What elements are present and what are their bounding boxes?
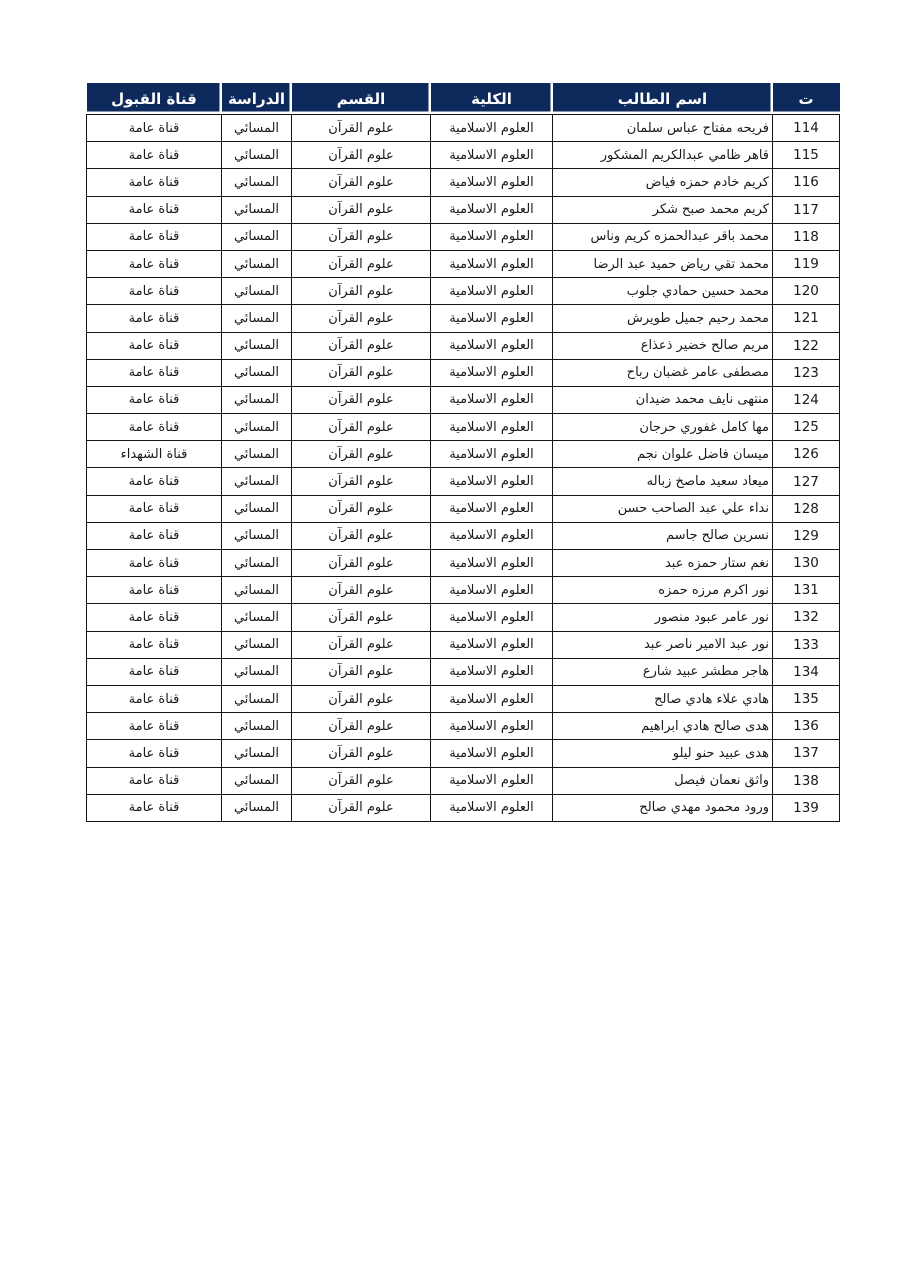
channel-cell: قناة عامة: [87, 522, 222, 549]
dept-cell: علوم القرآن: [292, 522, 431, 549]
table-row: [87, 767, 840, 794]
channel-cell: قناة عامة: [87, 577, 222, 604]
header-cell-college: الكلية: [431, 83, 553, 115]
college-cell: العلوم الاسلامية: [431, 169, 553, 196]
college-cell: العلوم الاسلامية: [431, 522, 553, 549]
no-cell: 114: [773, 115, 840, 142]
study-cell: المسائي: [222, 713, 292, 740]
name-cell: مصطفى عامر غضبان رباح: [553, 359, 773, 386]
college-cell: العلوم الاسلامية: [431, 631, 553, 658]
study-cell: المسائي: [222, 169, 292, 196]
table-row: [87, 550, 840, 577]
header-row: [87, 83, 840, 115]
name-cell: كريم خادم حمزه فياض: [553, 169, 773, 196]
table-row: [87, 359, 840, 386]
channel-cell: قناة عامة: [87, 740, 222, 767]
table-row: [87, 658, 840, 685]
dept-cell: علوم القرآن: [292, 550, 431, 577]
channel-cell: قناة عامة: [87, 767, 222, 794]
no-cell: 122: [773, 332, 840, 359]
college-cell: العلوم الاسلامية: [431, 604, 553, 631]
name-cell: ميعاد سعيد ماصخ زباله: [553, 468, 773, 495]
dept-cell: علوم القرآن: [292, 713, 431, 740]
name-cell: نور عبد الامير ناصر عبد: [553, 631, 773, 658]
dept-cell: علوم القرآن: [292, 305, 431, 332]
no-cell: 123: [773, 359, 840, 386]
name-cell: ميسان فاضل علوان نجم: [553, 441, 773, 468]
channel-cell: قناة عامة: [87, 658, 222, 685]
dept-cell: علوم القرآن: [292, 250, 431, 277]
dept-cell: علوم القرآن: [292, 441, 431, 468]
name-cell: محمد تقي رياض حميد عبد الرضا: [553, 250, 773, 277]
dept-cell: علوم القرآن: [292, 196, 431, 223]
channel-cell: قناة عامة: [87, 414, 222, 441]
channel-cell: قناة عامة: [87, 115, 222, 142]
college-cell: العلوم الاسلامية: [431, 142, 553, 169]
study-cell: المسائي: [222, 658, 292, 685]
table-row: [87, 250, 840, 277]
college-cell: العلوم الاسلامية: [431, 713, 553, 740]
table-body: [87, 115, 840, 822]
name-cell: محمد رحيم جميل طويرش: [553, 305, 773, 332]
dept-cell: علوم القرآن: [292, 278, 431, 305]
channel-cell: قناة عامة: [87, 386, 222, 413]
table-row: [87, 441, 840, 468]
study-cell: المسائي: [222, 142, 292, 169]
study-cell: المسائي: [222, 767, 292, 794]
college-cell: العلوم الاسلامية: [431, 740, 553, 767]
college-cell: العلوم الاسلامية: [431, 196, 553, 223]
no-cell: 130: [773, 550, 840, 577]
channel-cell: قناة عامة: [87, 196, 222, 223]
no-cell: 133: [773, 631, 840, 658]
study-cell: المسائي: [222, 604, 292, 631]
name-cell: مها كامل غفوري حرجان: [553, 414, 773, 441]
name-cell: مريم صالح خضير ذعذاع: [553, 332, 773, 359]
dept-cell: علوم القرآن: [292, 631, 431, 658]
college-cell: العلوم الاسلامية: [431, 115, 553, 142]
no-cell: 132: [773, 604, 840, 631]
no-cell: 138: [773, 767, 840, 794]
header-cell-dept: القسم: [292, 83, 431, 115]
no-cell: 117: [773, 196, 840, 223]
study-cell: المسائي: [222, 359, 292, 386]
students-table: [86, 83, 840, 822]
study-cell: المسائي: [222, 223, 292, 250]
table-row: [87, 142, 840, 169]
channel-cell: قناة عامة: [87, 604, 222, 631]
name-cell: واثق نعمان فيصل: [553, 767, 773, 794]
college-cell: العلوم الاسلامية: [431, 250, 553, 277]
study-cell: المسائي: [222, 577, 292, 604]
name-cell: نور عامر عبود منصور: [553, 604, 773, 631]
table-row: [87, 305, 840, 332]
table-row: [87, 169, 840, 196]
table-row: [87, 332, 840, 359]
name-cell: هدى صالح هادي ابراهيم: [553, 713, 773, 740]
dept-cell: علوم القرآن: [292, 142, 431, 169]
name-cell: نور اكرم مرزه حمزه: [553, 577, 773, 604]
table-row: [87, 631, 840, 658]
study-cell: المسائي: [222, 522, 292, 549]
study-cell: المسائي: [222, 685, 292, 712]
dept-cell: علوم القرآن: [292, 685, 431, 712]
college-cell: العلوم الاسلامية: [431, 441, 553, 468]
no-cell: 118: [773, 223, 840, 250]
channel-cell: قناة عامة: [87, 550, 222, 577]
name-cell: كريم محمد صبح شكر: [553, 196, 773, 223]
name-cell: نداء علي عبد الصاحب حسن: [553, 495, 773, 522]
dept-cell: علوم القرآن: [292, 740, 431, 767]
no-cell: 120: [773, 278, 840, 305]
table-row: [87, 495, 840, 522]
study-cell: المسائي: [222, 468, 292, 495]
college-cell: العلوم الاسلامية: [431, 414, 553, 441]
header-cell-study: الدراسة: [222, 83, 292, 115]
channel-cell: قناة الشهداء: [87, 441, 222, 468]
college-cell: العلوم الاسلامية: [431, 577, 553, 604]
no-cell: 124: [773, 386, 840, 413]
college-cell: العلوم الاسلامية: [431, 468, 553, 495]
dept-cell: علوم القرآن: [292, 223, 431, 250]
college-cell: العلوم الاسلامية: [431, 305, 553, 332]
header-cell-no: ت: [773, 83, 840, 115]
dept-cell: علوم القرآن: [292, 495, 431, 522]
college-cell: العلوم الاسلامية: [431, 332, 553, 359]
table-row: [87, 196, 840, 223]
header-cell-name: اسم الطالب: [553, 83, 773, 115]
no-cell: 115: [773, 142, 840, 169]
study-cell: المسائي: [222, 740, 292, 767]
study-cell: المسائي: [222, 196, 292, 223]
college-cell: العلوم الاسلامية: [431, 794, 553, 821]
dept-cell: علوم القرآن: [292, 359, 431, 386]
no-cell: 126: [773, 441, 840, 468]
no-cell: 131: [773, 577, 840, 604]
name-cell: هادي علاء هادي صالح: [553, 685, 773, 712]
channel-cell: قناة عامة: [87, 713, 222, 740]
college-cell: العلوم الاسلامية: [431, 658, 553, 685]
name-cell: قاهر ظامي عبدالكريم المشكور: [553, 142, 773, 169]
no-cell: 121: [773, 305, 840, 332]
dept-cell: علوم القرآن: [292, 332, 431, 359]
table-header: [87, 83, 840, 115]
channel-cell: قناة عامة: [87, 685, 222, 712]
no-cell: 128: [773, 495, 840, 522]
channel-cell: قناة عامة: [87, 631, 222, 658]
name-cell: منتهى نايف محمد ضيدان: [553, 386, 773, 413]
table-row: [87, 414, 840, 441]
table-row: [87, 604, 840, 631]
dept-cell: علوم القرآن: [292, 115, 431, 142]
channel-cell: قناة عامة: [87, 495, 222, 522]
study-cell: المسائي: [222, 115, 292, 142]
college-cell: العلوم الاسلامية: [431, 495, 553, 522]
study-cell: المسائي: [222, 631, 292, 658]
name-cell: نغم ستار حمزه عبد: [553, 550, 773, 577]
no-cell: 129: [773, 522, 840, 549]
no-cell: 134: [773, 658, 840, 685]
study-cell: المسائي: [222, 794, 292, 821]
dept-cell: علوم القرآن: [292, 767, 431, 794]
dept-cell: علوم القرآن: [292, 658, 431, 685]
college-cell: العلوم الاسلامية: [431, 550, 553, 577]
name-cell: هاجر مطشر عبيد شارع: [553, 658, 773, 685]
channel-cell: قناة عامة: [87, 278, 222, 305]
dept-cell: علوم القرآن: [292, 386, 431, 413]
table-row: [87, 223, 840, 250]
name-cell: هدى عبيد حنو ليلو: [553, 740, 773, 767]
no-cell: 116: [773, 169, 840, 196]
no-cell: 127: [773, 468, 840, 495]
study-cell: المسائي: [222, 332, 292, 359]
channel-cell: قناة عامة: [87, 332, 222, 359]
channel-cell: قناة عامة: [87, 142, 222, 169]
channel-cell: قناة عامة: [87, 359, 222, 386]
channel-cell: قناة عامة: [87, 223, 222, 250]
table-row: [87, 278, 840, 305]
channel-cell: قناة عامة: [87, 169, 222, 196]
channel-cell: قناة عامة: [87, 794, 222, 821]
dept-cell: علوم القرآن: [292, 169, 431, 196]
no-cell: 136: [773, 713, 840, 740]
college-cell: العلوم الاسلامية: [431, 767, 553, 794]
study-cell: المسائي: [222, 250, 292, 277]
channel-cell: قناة عامة: [87, 250, 222, 277]
study-cell: المسائي: [222, 550, 292, 577]
no-cell: 125: [773, 414, 840, 441]
name-cell: محمد باقر عبدالحمزه كريم وناس: [553, 223, 773, 250]
channel-cell: قناة عامة: [87, 305, 222, 332]
dept-cell: علوم القرآن: [292, 794, 431, 821]
college-cell: العلوم الاسلامية: [431, 359, 553, 386]
college-cell: العلوم الاسلامية: [431, 685, 553, 712]
table-row: [87, 577, 840, 604]
college-cell: العلوم الاسلامية: [431, 386, 553, 413]
no-cell: 135: [773, 685, 840, 712]
study-cell: المسائي: [222, 278, 292, 305]
dept-cell: علوم القرآن: [292, 577, 431, 604]
college-cell: العلوم الاسلامية: [431, 223, 553, 250]
dept-cell: علوم القرآن: [292, 414, 431, 441]
channel-cell: قناة عامة: [87, 468, 222, 495]
no-cell: 137: [773, 740, 840, 767]
college-cell: العلوم الاسلامية: [431, 278, 553, 305]
study-cell: المسائي: [222, 305, 292, 332]
header-cell-channel: قناة القبول: [87, 83, 222, 115]
table-row: [87, 685, 840, 712]
table-row: [87, 794, 840, 821]
name-cell: فريحه مفتاح عباس سلمان: [553, 115, 773, 142]
table-row: [87, 713, 840, 740]
study-cell: المسائي: [222, 414, 292, 441]
no-cell: 119: [773, 250, 840, 277]
table-row: [87, 115, 840, 142]
table-row: [87, 386, 840, 413]
dept-cell: علوم القرآن: [292, 604, 431, 631]
dept-cell: علوم القرآن: [292, 468, 431, 495]
name-cell: محمد حسين حمادي جلوب: [553, 278, 773, 305]
table-row: [87, 468, 840, 495]
name-cell: نسرين صالح جاسم: [553, 522, 773, 549]
table-row: [87, 522, 840, 549]
study-cell: المسائي: [222, 441, 292, 468]
name-cell: ورود محمود مهدي صالح: [553, 794, 773, 821]
study-cell: المسائي: [222, 495, 292, 522]
no-cell: 139: [773, 794, 840, 821]
study-cell: المسائي: [222, 386, 292, 413]
table-row: [87, 740, 840, 767]
